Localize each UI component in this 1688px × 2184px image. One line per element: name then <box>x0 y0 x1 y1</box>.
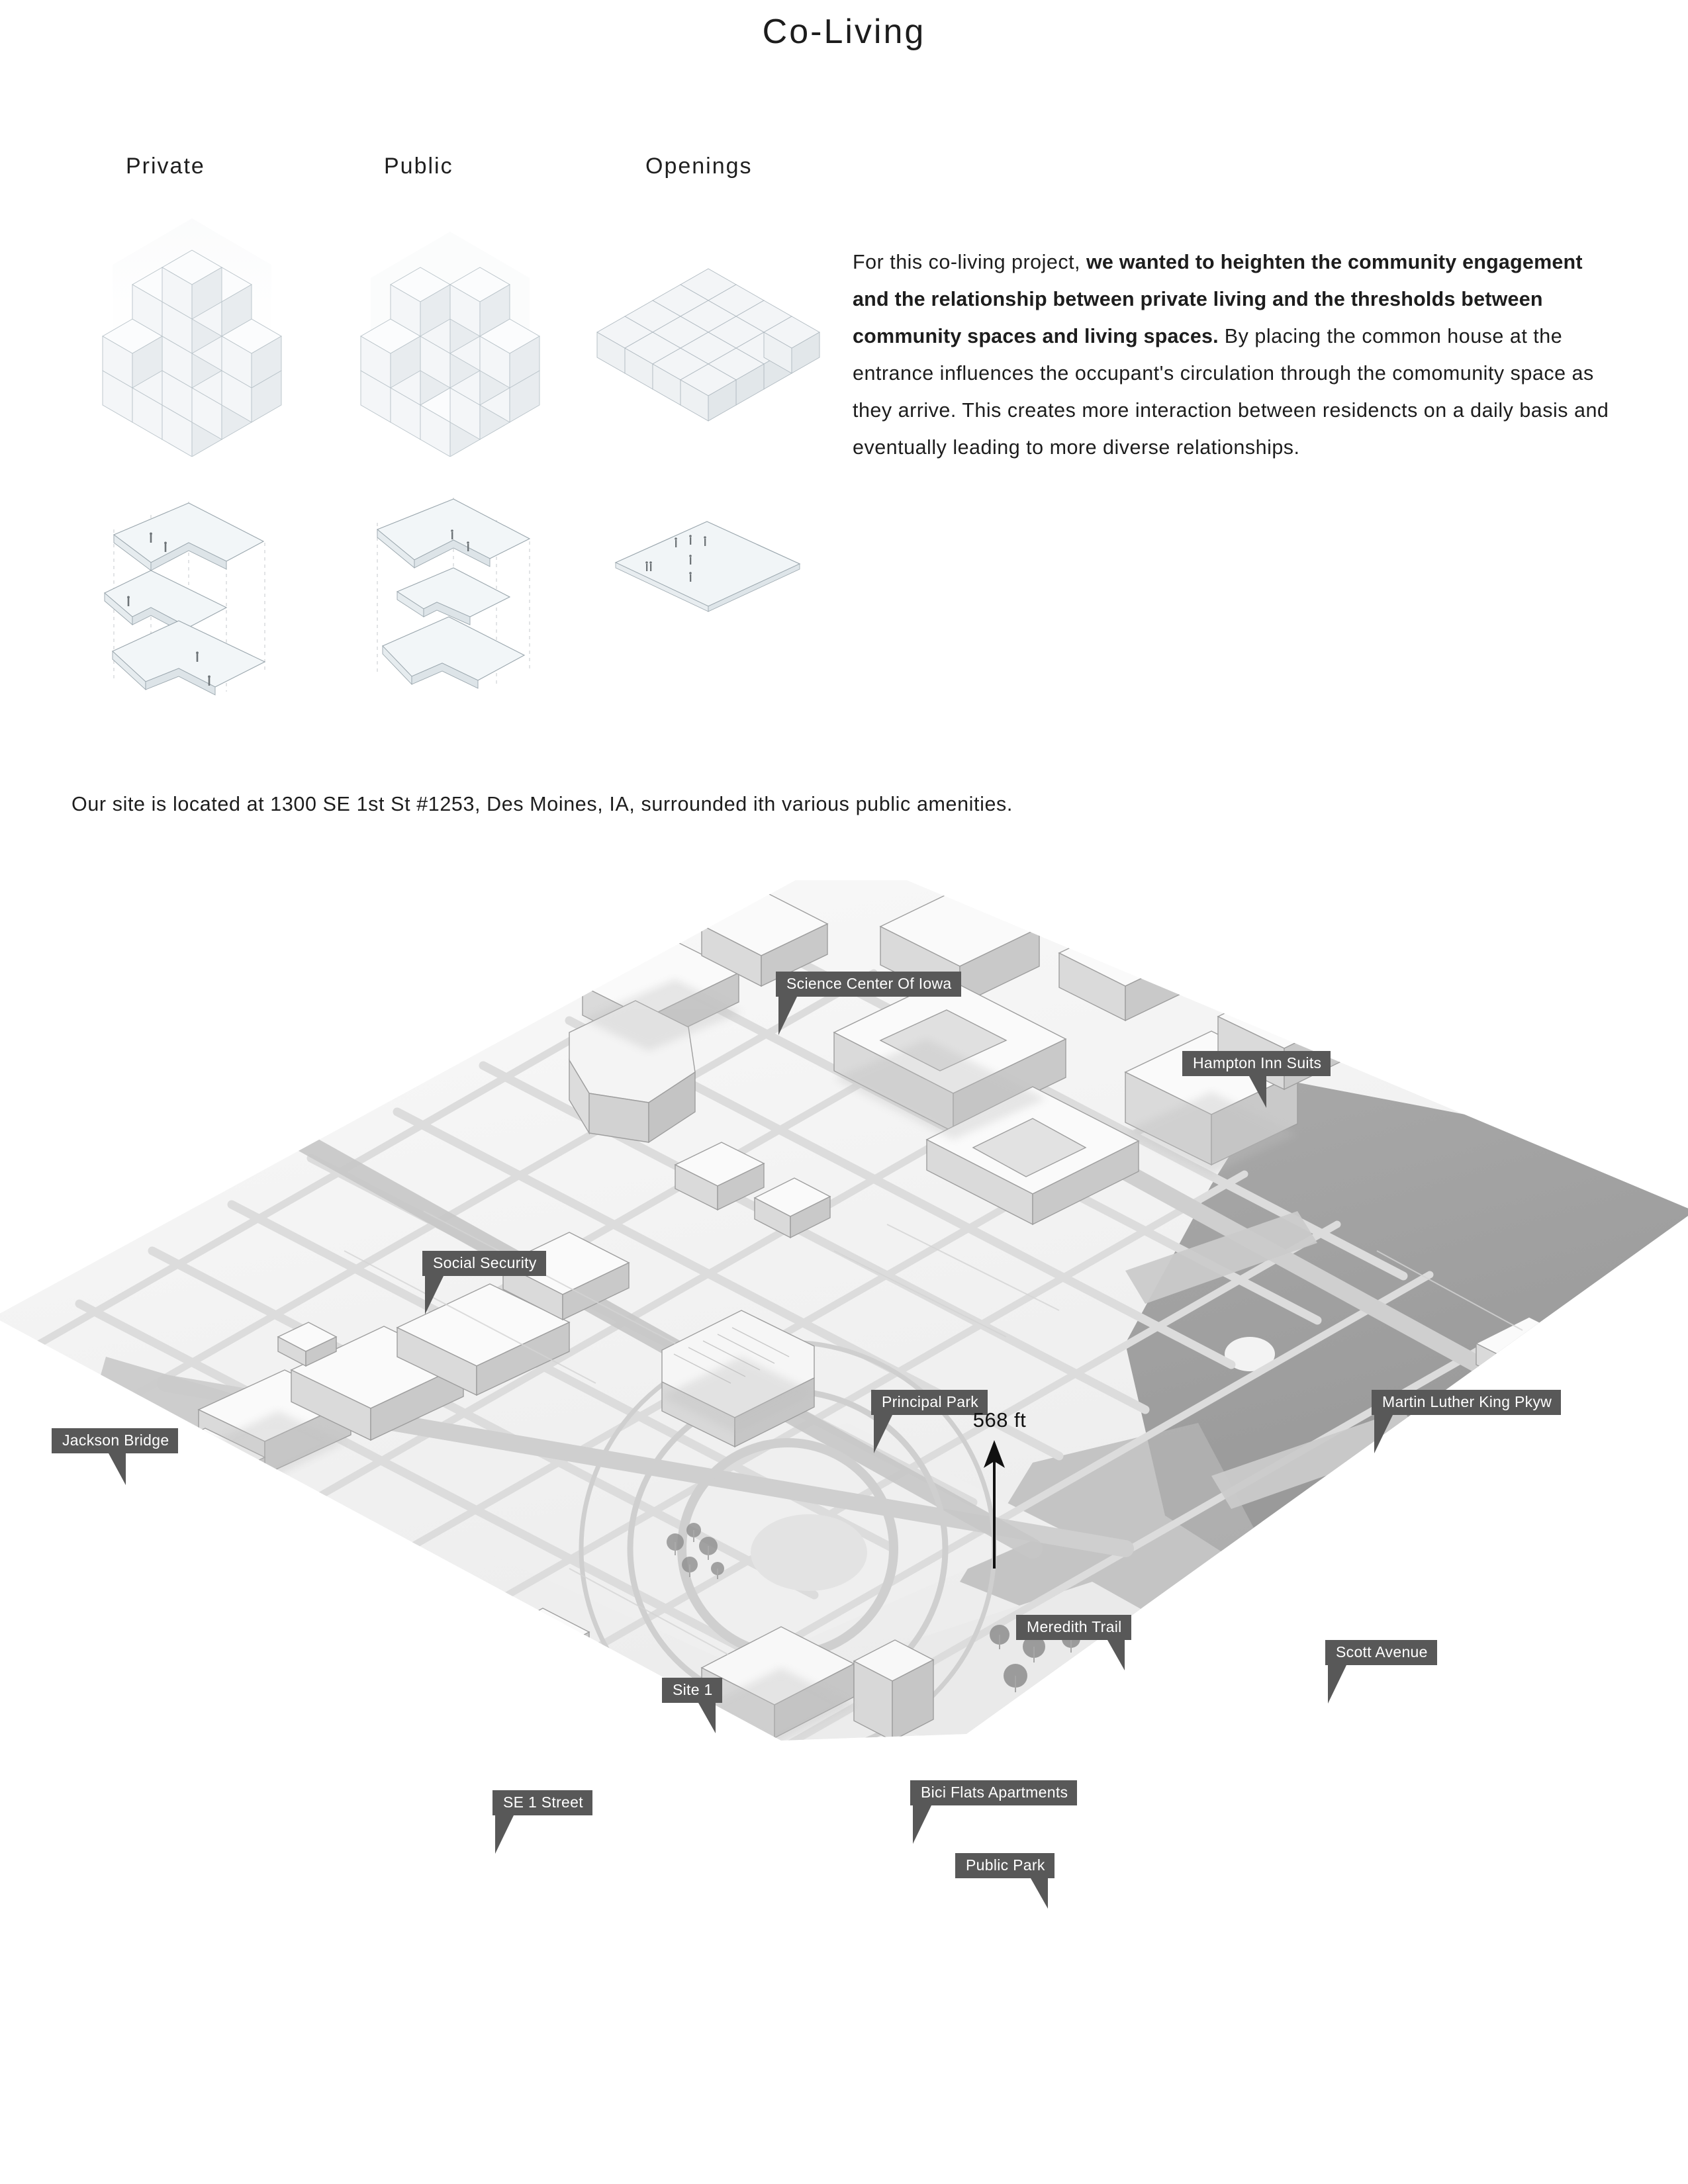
private-massing-iso <box>73 205 311 457</box>
project-description <box>853 244 1620 466</box>
map-label-text: Scott Avenue <box>1336 1643 1428 1661</box>
map-label-text: Site 1 <box>673 1681 713 1698</box>
massing-diagram-grid <box>73 199 821 728</box>
diagram-heading-public: Public <box>384 154 453 179</box>
public-massing-iso <box>331 205 569 457</box>
map-label-text: Meredith Trail <box>1027 1618 1122 1635</box>
map-label-jackson-bridge[interactable] <box>52 1428 178 1453</box>
map-label-site-1[interactable] <box>662 1678 722 1703</box>
page-title: Co-Living <box>762 13 926 51</box>
label-tail <box>1249 1076 1266 1108</box>
map-label-public-park[interactable] <box>955 1853 1055 1878</box>
label-tail <box>874 1415 892 1453</box>
site-context-map <box>0 880 1688 1952</box>
label-tail <box>1328 1665 1346 1704</box>
openings-plate-single <box>589 463 827 715</box>
elevation-marker <box>947 1408 1066 1574</box>
map-label-meredith-trail[interactable] <box>1016 1615 1131 1640</box>
label-tail <box>778 997 797 1035</box>
site-location-caption: Our site is located at 1300 SE 1st St #1253, Des Moines, IA, surrounded ith various public amenities. <box>71 793 1013 815</box>
label-tail <box>1031 1878 1048 1909</box>
map-label-martin-luther-king-pkyw[interactable] <box>1372 1390 1561 1415</box>
openings-massing-iso <box>589 205 827 457</box>
map-label-text: Bici Flats Apartments <box>921 1784 1068 1801</box>
map-label-social-security[interactable] <box>422 1251 546 1276</box>
map-label-text: Hampton Inn Suits <box>1193 1054 1322 1071</box>
diagram-heading-openings: Openings <box>645 154 753 179</box>
map-label-scott-avenue[interactable] <box>1325 1640 1437 1665</box>
map-label-text: Public Park <box>966 1856 1045 1874</box>
label-tail <box>495 1815 514 1854</box>
map-label-text: Martin Luther King Pkyw <box>1382 1393 1552 1410</box>
map-label-text: Social Security <box>433 1254 537 1271</box>
private-plates-exploded <box>73 463 311 715</box>
diagram-column-headings <box>86 154 814 187</box>
map-label-bici-flats-apartments[interactable] <box>910 1780 1077 1805</box>
map-label-se-1-street[interactable] <box>492 1790 592 1815</box>
label-tail <box>1107 1640 1125 1670</box>
label-tail <box>109 1453 126 1485</box>
description-emphasis: we wanted to heighten the community engagement and the relationship between private living and the thresholds between community spaces and living spaces. <box>853 251 1583 347</box>
elevation-value: 568 ft <box>972 1408 1027 1432</box>
label-tail <box>425 1276 444 1314</box>
map-label-text: Jackson Bridge <box>62 1432 169 1449</box>
north-arrow-icon <box>981 1436 1008 1575</box>
label-tail <box>1374 1415 1393 1453</box>
label-tail <box>698 1703 716 1733</box>
map-label-text: Principal Park <box>882 1393 979 1410</box>
description-lead: For this co-living project, <box>853 251 1086 273</box>
label-tail <box>913 1805 931 1844</box>
map-label-text: Science Center Of Iowa <box>786 975 952 992</box>
map-label-hampton-inn-suits[interactable] <box>1182 1051 1331 1076</box>
map-label-science-center-of-iowa[interactable] <box>776 972 961 997</box>
diagram-heading-private: Private <box>126 154 205 179</box>
map-label-text: SE 1 Street <box>503 1794 583 1811</box>
public-plates-exploded <box>331 463 569 715</box>
description-rest: By placing the common house at the entrance influences the occupant's circulation through the comomunity space as they arrive. This creates more interaction between residencts on a daily basis and eventually leading to more diverse relationships. <box>853 325 1609 459</box>
